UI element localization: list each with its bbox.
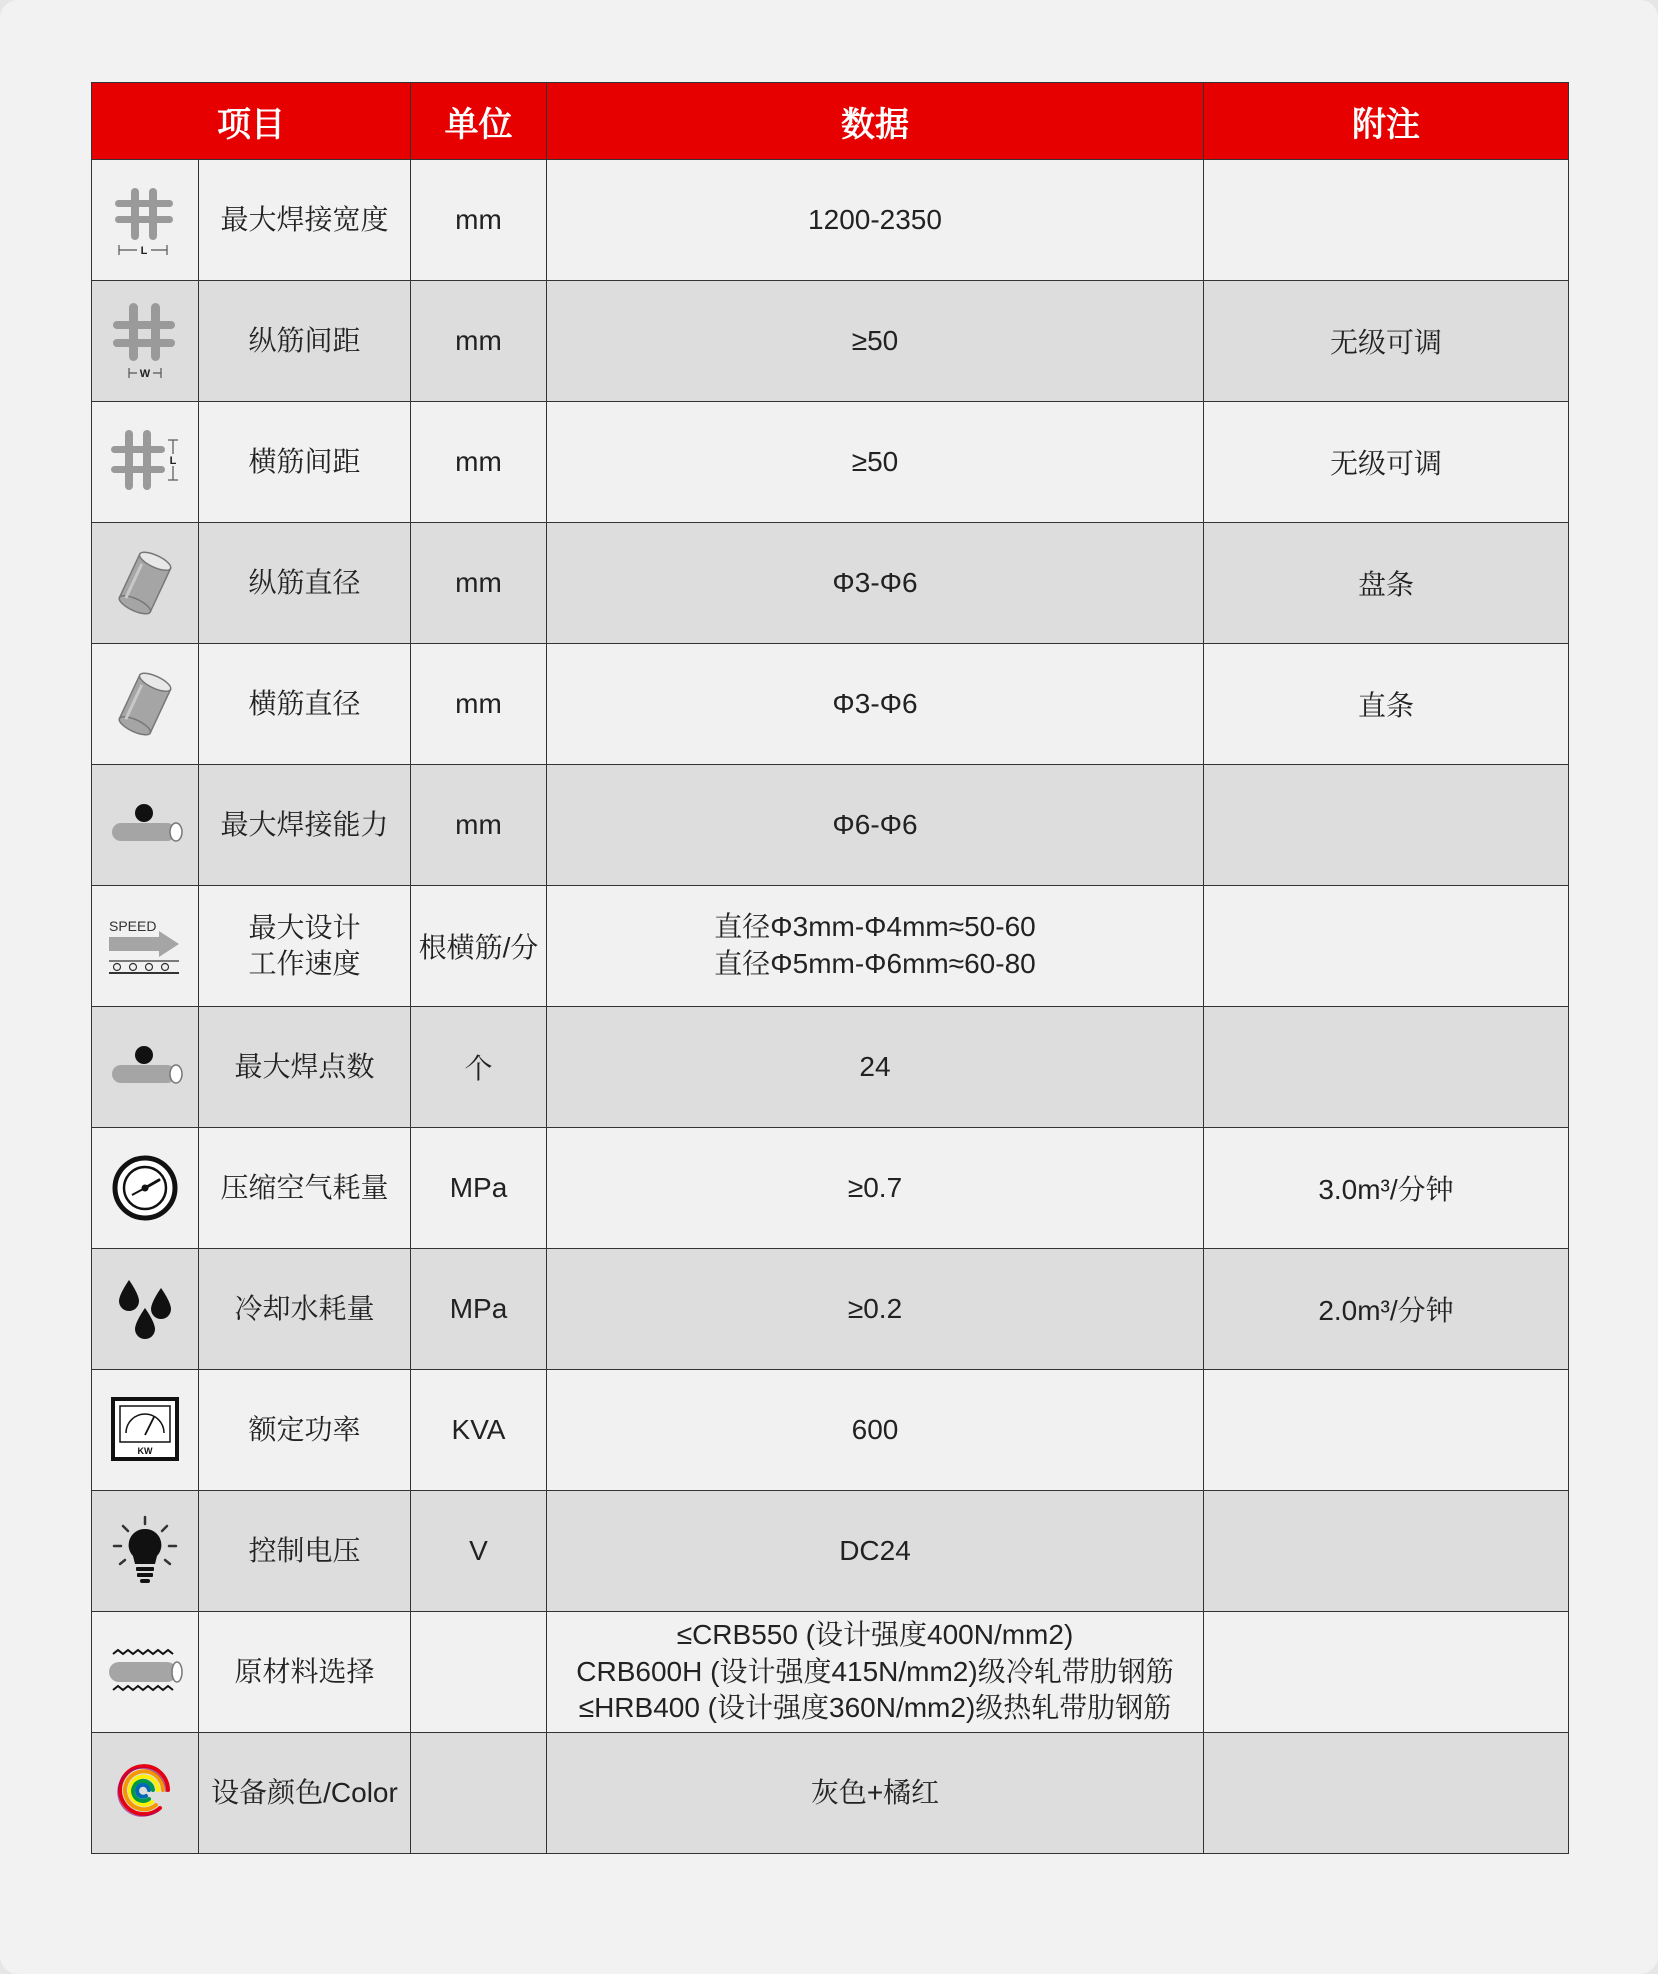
header-note: 附注 [1204,83,1569,160]
item-name-line: 设备颜色/Color [211,1776,398,1808]
item-note [1204,1733,1569,1854]
item-data [547,1249,1204,1370]
light-bulb-icon [92,1491,199,1612]
item-data [547,402,1204,523]
item-name [199,402,411,523]
item-note: 3.0m³/分钟 [1204,1128,1569,1249]
item-data-line: ≥50 [851,324,899,356]
item-data-line: ≤HRB400 (设计强度360N/mm2)级热轧带肋钢筋 [578,1692,1172,1724]
item-data-line: 直径Φ5mm-Φ6mm≈60-80 [714,948,1036,979]
item-data-line: 直径Φ3mm-Φ4mm≈50-60 [714,911,1036,943]
item-name-line: 冷却水耗量 [234,1292,375,1324]
item-name-line: 最大焊点数 [234,1050,375,1082]
item-unit: mm [411,281,547,402]
mesh-spacing-icon [92,402,199,523]
item-data-line: 600 [851,1413,899,1445]
speed-conveyor-icon [92,886,199,1007]
item-data [547,160,1204,281]
item-name-line: 横筋间距 [248,445,361,477]
item-name-line: 额定功率 [248,1413,361,1445]
rainbow-color-icon [92,1733,199,1854]
item-data-line: Φ3-Φ6 [832,566,918,598]
item-name-line: 横筋直径 [248,687,361,719]
table-row [92,1612,1569,1733]
mesh-length-icon [92,160,199,281]
item-unit [411,1733,547,1854]
table-row [92,1007,1569,1128]
item-note: 直条 [1204,644,1569,765]
item-name [199,765,411,886]
header-item: 项目 [92,83,411,160]
item-unit: V [411,1491,547,1612]
item-unit: mm [411,644,547,765]
item-unit: MPa [411,1128,547,1249]
item-note: 2.0m³/分钟 [1204,1249,1569,1370]
item-name [199,1007,411,1128]
power-meter-kw: KW [137,1446,153,1456]
item-data [547,1491,1204,1612]
item-name [199,1249,411,1370]
header-unit: 单位 [411,83,547,160]
item-name [199,1128,411,1249]
table-row [92,886,1569,1007]
table-row [92,1491,1569,1612]
item-name [199,1733,411,1854]
item-name [199,160,411,281]
item-data [547,644,1204,765]
item-data-line: Φ3-Φ6 [832,687,918,719]
item-name-line: 最大设计 [248,911,361,943]
item-note: 盘条 [1204,523,1569,644]
item-data [547,1007,1204,1128]
item-note: 无级可调 [1204,281,1569,402]
item-unit: 个 [411,1007,547,1128]
item-data [547,281,1204,402]
power-meter-icon [92,1370,199,1491]
item-unit: 根横筋/分 [411,886,547,1007]
item-data [547,1370,1204,1491]
item-data [547,1128,1204,1249]
item-name [199,1491,411,1612]
item-name-line: 最大焊接能力 [220,808,389,840]
item-note [1204,1612,1569,1733]
item-name-line: 纵筋直径 [248,566,361,598]
item-unit: mm [411,765,547,886]
item-note [1204,886,1569,1007]
table-row [92,523,1569,644]
item-name [199,523,411,644]
item-data-line: DC24 [839,1534,911,1566]
item-note [1204,160,1569,281]
table-row [92,160,1569,281]
item-name [199,886,411,1007]
table-row [92,1370,1569,1491]
table-row [92,1128,1569,1249]
item-data [547,1612,1204,1733]
item-data-line: 灰色+橘红 [810,1776,940,1808]
item-data-line: ≥0.2 [847,1292,903,1324]
item-name [199,1370,411,1491]
item-unit [411,1612,547,1733]
item-note: 无级可调 [1204,402,1569,523]
item-name [199,644,411,765]
item-data [547,1733,1204,1854]
item-data [547,523,1204,644]
item-data-line: Φ6-Φ6 [832,808,918,840]
item-name-line: 纵筋间距 [248,324,361,356]
item-unit: MPa [411,1249,547,1370]
item-name [199,1612,411,1733]
item-note [1204,765,1569,886]
item-note [1204,1370,1569,1491]
speed-text: SPEED [109,918,157,934]
item-data-line: CRB600H (设计强度415N/mm2)级冷轧带肋钢筋 [576,1655,1174,1687]
header-data: 数据 [547,83,1204,160]
mesh-width-icon [92,281,199,402]
item-name-line: 最大焊接宽度 [220,203,389,235]
table-header-row [92,83,1569,160]
mesh-spacing-label: L [169,455,177,467]
item-name-line: 工作速度 [248,948,361,979]
mesh-width-label: W [139,368,151,380]
table-row [92,765,1569,886]
item-data [547,765,1204,886]
water-drops-icon [92,1249,199,1370]
table-row [92,644,1569,765]
item-name-line: 压缩空气耗量 [220,1171,389,1203]
raw-material-icon [92,1612,199,1733]
item-data [547,886,1204,1007]
spec-table [91,82,1569,1854]
table-body [92,160,1569,1854]
table-row [92,1733,1569,1854]
pressure-gauge-icon [92,1128,199,1249]
table-row [92,402,1569,523]
item-data-line: ≤CRB550 (设计强度400N/mm2) [676,1618,1074,1650]
item-data-line: ≥50 [851,445,899,477]
item-name-line: 原材料选择 [234,1655,375,1687]
item-note [1204,1491,1569,1612]
item-unit: mm [411,160,547,281]
item-note [1204,1007,1569,1128]
item-data-line: 1200-2350 [808,203,942,235]
rebar-diameter-icon [92,644,199,765]
item-unit: KVA [411,1370,547,1491]
weld-point-icon [92,1007,199,1128]
rebar-diameter-icon [92,523,199,644]
item-name [199,281,411,402]
weld-point-icon [92,765,199,886]
item-unit: mm [411,402,547,523]
table-row [92,281,1569,402]
item-name-line: 控制电压 [248,1534,361,1566]
mesh-length-label: L [140,245,148,257]
item-data-line: 24 [859,1050,891,1082]
item-data-line: ≥0.7 [847,1171,903,1203]
item-unit: mm [411,523,547,644]
table-row [92,1249,1569,1370]
